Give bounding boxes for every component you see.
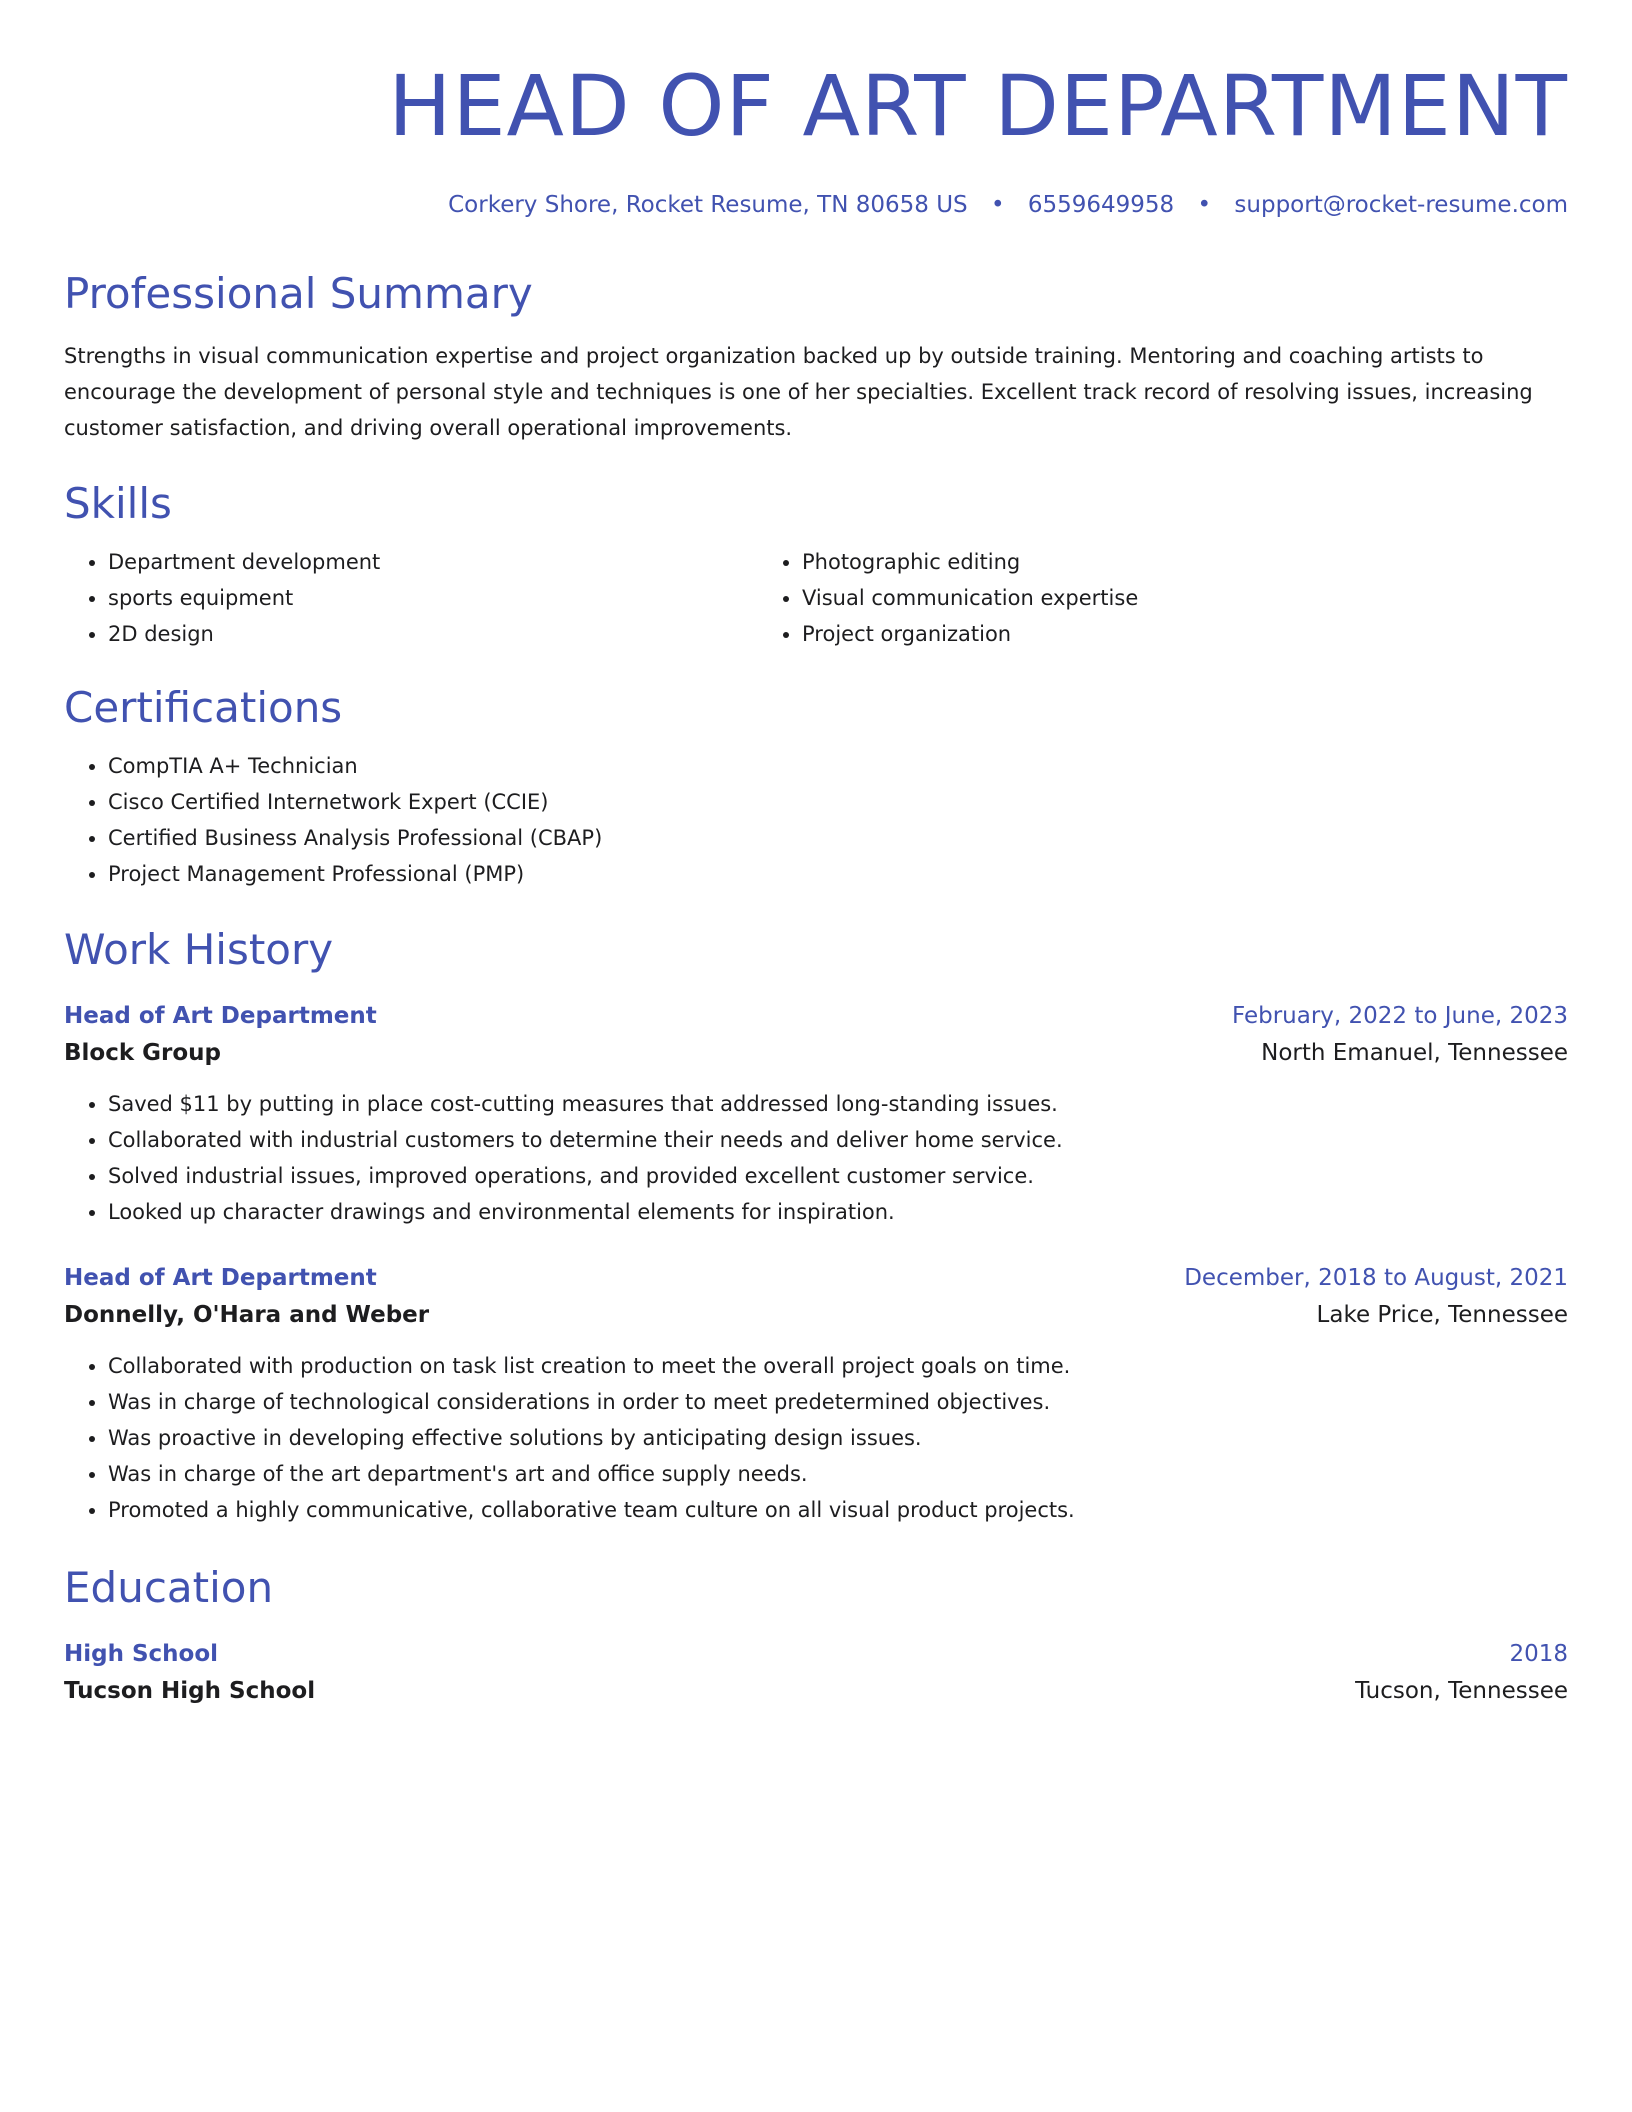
summary-heading: Professional Summary (64, 269, 533, 318)
education-heading: Education (64, 1563, 274, 1612)
job-entry (64, 998, 1568, 1230)
resume-header (64, 56, 1568, 220)
job-company: Donnelly, O'Hara and Weber (64, 1302, 430, 1328)
job-bullet: • Promoted a highly communicative, collaborative team culture on all visual product projects. (108, 1492, 1568, 1528)
job-role: Head of Art Department (64, 1265, 377, 1291)
skill-item: • 2D design (108, 616, 758, 652)
contact-phone: 6559649958 (1027, 192, 1175, 218)
job-location: North Emanuel, Tennessee (1261, 1040, 1568, 1066)
contact-separator: • (990, 192, 1005, 218)
job-bullets (64, 1348, 1568, 1528)
job-bullet: • Collaborated with production on task list creation to meet the overall project goals on time. (108, 1348, 1568, 1384)
job-bullet: • Collaborated with industrial customers to determine their needs and deliver home service. (108, 1122, 1568, 1158)
job-header-row (64, 998, 1568, 1034)
job-bullets (64, 1086, 1568, 1230)
skills-column-left (64, 544, 758, 652)
certification-item: • CompTIA A+ Technician (108, 748, 1568, 784)
job-bullet: • Saved $11 by putting in place cost-cutting measures that addressed long-standing issues. (108, 1086, 1568, 1122)
job-company-row (64, 1034, 1568, 1072)
skills-list (64, 544, 1568, 652)
contact-line (64, 190, 1568, 220)
job-bullet: • Looked up character drawings and environmental elements for inspiration. (108, 1194, 1568, 1230)
job-company: Block Group (64, 1040, 222, 1066)
skills-column-right (758, 544, 1452, 652)
certification-item: • Cisco Certified Internetwork Expert (CCIE) (108, 784, 1568, 820)
job-bullet: • Was in charge of the art department's art and office supply needs. (108, 1456, 1568, 1492)
contact-address: Corkery Shore, Rocket Resume, TN 80658 US (448, 192, 968, 218)
skill-item: • Visual communication expertise (802, 580, 1452, 616)
skill-item: • Project organization (802, 616, 1452, 652)
job-dates: December, 2018 to August, 2021 (1184, 1265, 1568, 1291)
resume-title: HEAD OF ART DEPARTMENT (388, 57, 1568, 155)
certifications-heading: Certifications (64, 683, 343, 732)
job-dates: February, 2022 to June, 2023 (1231, 1003, 1568, 1029)
education-entry (64, 1636, 1568, 1710)
certification-item: • Project Management Professional (PMP) (108, 856, 1568, 892)
skill-item: • sports equipment (108, 580, 758, 616)
education-school-row (64, 1672, 1568, 1710)
job-bullet: • Was proactive in developing effective solutions by anticipating design issues. (108, 1420, 1568, 1456)
contact-separator: • (1197, 192, 1212, 218)
education-header-row (64, 1636, 1568, 1672)
skills-heading: Skills (64, 479, 172, 528)
job-location: Lake Price, Tennessee (1316, 1302, 1568, 1328)
summary-text: Strengths in visual communication expertise and project organization backed up by outside training. Mentoring and coaching artists to encourage the development of personal style and techniques is one of her specialties. Excellent track record of resolving issues, increasing customer satisfaction, and driving overall operational improvements. (64, 344, 1533, 440)
education-location: Tucson, Tennessee (1355, 1678, 1568, 1704)
job-bullet: • Was in charge of technological considerations in order to meet predetermined objectives. (108, 1384, 1568, 1420)
education-year: 2018 (1509, 1641, 1568, 1667)
skill-item: • Department development (108, 544, 758, 580)
job-bullet: • Solved industrial issues, improved operations, and provided excellent customer service. (108, 1158, 1568, 1194)
skill-item: • Photographic editing (802, 544, 1452, 580)
job-company-row (64, 1296, 1568, 1334)
job-role: Head of Art Department (64, 1003, 377, 1029)
job-header-row (64, 1260, 1568, 1296)
work-history-heading: Work History (64, 925, 334, 974)
education-school: Tucson High School (64, 1678, 316, 1704)
contact-email[interactable]: support@rocket-resume.com (1234, 192, 1568, 218)
certification-item: • Certified Business Analysis Professional (CBAP) (108, 820, 1568, 856)
certifications-list (64, 748, 1568, 892)
education-degree: High School (64, 1641, 219, 1667)
job-entry (64, 1260, 1568, 1528)
